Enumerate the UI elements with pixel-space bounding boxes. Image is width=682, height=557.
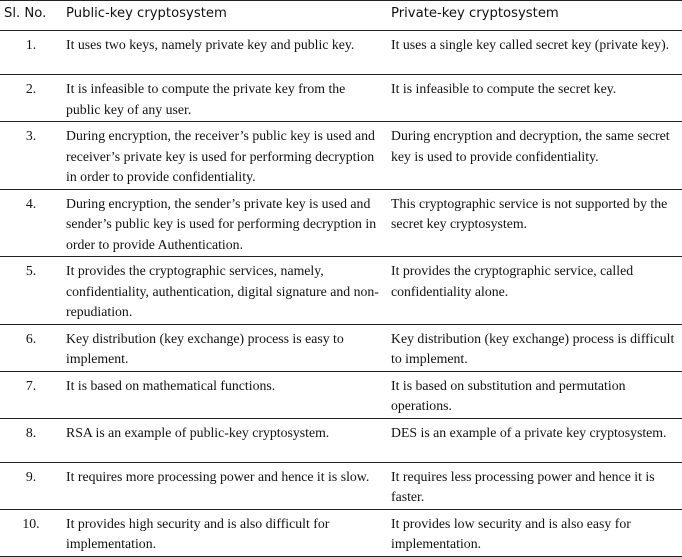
public-key-cell: RSA is an example of public-key cryptosystem. xyxy=(62,418,387,462)
public-key-cell: It is based on mathematical functions. xyxy=(62,371,387,418)
row-number: 4. xyxy=(0,189,62,257)
table-row xyxy=(0,75,682,122)
header-row xyxy=(0,1,682,31)
header-public-key: Public-key cryptosystem xyxy=(62,1,387,31)
public-key-cell: During encryption, the sender’s private key is used and sender’s public key is used for performing decryption in order to provide Authentication. xyxy=(62,189,387,257)
table-row xyxy=(0,257,682,325)
row-number: 3. xyxy=(0,122,62,190)
table-row xyxy=(0,122,682,190)
row-number: 10. xyxy=(0,509,62,556)
table-row xyxy=(0,324,682,371)
private-key-cell: It provides the cryptographic service, called confidentiality alone. xyxy=(387,257,682,325)
private-key-cell: DES is an example of a private key cryptosystem. xyxy=(387,418,682,462)
row-number: 6. xyxy=(0,324,62,371)
public-key-cell: Key distribution (key exchange) process is easy to implement. xyxy=(62,324,387,371)
row-number: 9. xyxy=(0,462,62,509)
private-key-cell: It is based on substitution and permutation operations. xyxy=(387,371,682,418)
table-row xyxy=(0,509,682,556)
public-key-cell: It provides high security and is also difficult for implementation. xyxy=(62,509,387,556)
private-key-cell: It requires less processing power and hence it is faster. xyxy=(387,462,682,509)
public-key-cell: During encryption, the receiver’s public key is used and receiver’s private key is used for performing decryption in order to provide confidentiality. xyxy=(62,122,387,190)
private-key-cell: This cryptographic service is not supported by the secret key cryptosystem. xyxy=(387,189,682,257)
row-number: 7. xyxy=(0,371,62,418)
table-row xyxy=(0,371,682,418)
table-row xyxy=(0,189,682,257)
private-key-cell: It provides low security and is also easy for implementation. xyxy=(387,509,682,556)
table-row xyxy=(0,31,682,75)
private-key-cell: During encryption and decryption, the same secret key is used to provide confidentiality. xyxy=(387,122,682,190)
row-number: 8. xyxy=(0,418,62,462)
public-key-cell: It is infeasible to compute the private key from the public key of any user. xyxy=(62,75,387,122)
private-key-cell: Key distribution (key exchange) process is difficult to implement. xyxy=(387,324,682,371)
row-number: 5. xyxy=(0,257,62,325)
table-row xyxy=(0,418,682,462)
private-key-cell: It uses a single key called secret key (private key). xyxy=(387,31,682,75)
public-key-cell: It requires more processing power and hence it is slow. xyxy=(62,462,387,509)
public-key-cell: It provides the cryptographic services, namely, confidentiality, authentication, digital signature and non-repudiation. xyxy=(62,257,387,325)
public-key-cell: It uses two keys, namely private key and public key. xyxy=(62,31,387,75)
private-key-cell: It is infeasible to compute the secret key. xyxy=(387,75,682,122)
row-number: 2. xyxy=(0,75,62,122)
row-number: 1. xyxy=(0,31,62,75)
header-private-key: Private-key cryptosystem xyxy=(387,1,682,31)
table-row xyxy=(0,462,682,509)
header-sl-no: Sl. No. xyxy=(0,1,62,31)
